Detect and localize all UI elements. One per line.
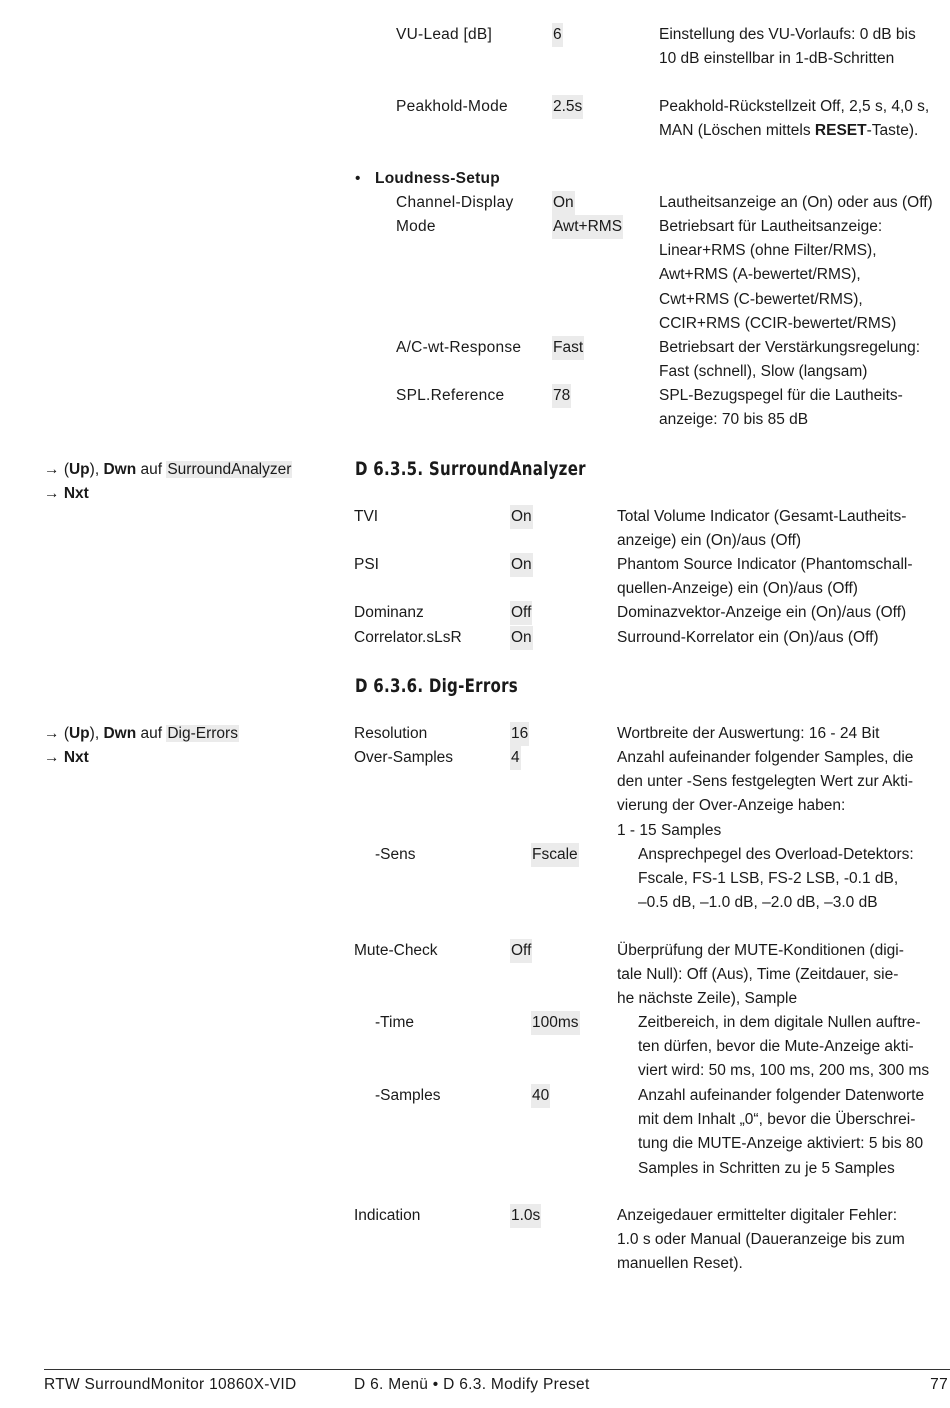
desc-line: Awt+RMS (A-bewertet/RMS), (659, 266, 861, 284)
setting-desc (617, 722, 880, 746)
desc-line: Betriebsart der Verstärkungsregelung: (659, 339, 921, 356)
arrow-icon: → (44, 725, 60, 742)
setting-desc (617, 505, 906, 553)
desc-line: Anzahl aufeinander folgender Samples, die (617, 749, 914, 766)
setting-label: SPL.Reference (396, 387, 505, 404)
desc-line: 1.0 s oder Manual (Daueranzeige bis zum (617, 1231, 905, 1249)
footer-divider (44, 1369, 950, 1370)
desc-line: 1 - 15 Samples (617, 821, 722, 839)
desc-line: Zeitbereich, in dem digitale Nullen auftre- (638, 1014, 921, 1031)
setting-value: 16 (510, 722, 529, 746)
desc-text: -Taste). (866, 122, 919, 140)
vu-lead-value: 6 (552, 23, 563, 47)
setting-label: Mode (396, 218, 436, 235)
desc-line: he nächste Zeile), Sample (617, 990, 798, 1008)
setting-value: On (552, 191, 575, 215)
desc-line: Einstellung des VU-Vorlaufs: 0 dB bis (659, 26, 916, 43)
loudness-setup-title: Loudness-Setup (375, 170, 500, 187)
nxt-key-label: Nxt (63, 485, 89, 502)
setting-label: Resolution (354, 725, 428, 742)
setting-value: Off (510, 601, 532, 625)
desc-line: Fscale, FS-1 LSB, FS-2 LSB, -0.1 dB, (638, 870, 899, 888)
setting-label: PSI (354, 556, 379, 573)
nav-paren: ( (63, 461, 69, 478)
arrow-icon: → (44, 749, 60, 766)
setting-label: TVI (354, 508, 379, 525)
desc-line: Peakhold-Rückstellzeit Off, 2,5 s, 4,0 s, (659, 98, 930, 115)
desc-line: quellen-Anzeige) ein (On)/aus (Off) (617, 580, 858, 598)
desc-line: –0.5 dB, –1.0 dB, –2.0 dB, –3.0 dB (638, 894, 878, 912)
section-heading-surroundanalyzer: D 6.3.5. SurroundAnalyzer (355, 458, 586, 480)
setting-desc (617, 601, 906, 625)
setting-value: Awt+RMS (552, 215, 623, 239)
desc-line: Betriebsart für Lautheitsanzeige: (659, 218, 883, 235)
setting-desc (659, 336, 920, 384)
desc-line: Phantom Source Indicator (Phantomschall- (617, 556, 913, 573)
page-number: 77 (930, 1376, 948, 1393)
up-key-label: Up (68, 461, 90, 478)
desc-line: manuellen Reset). (617, 1255, 743, 1273)
setting-desc (617, 746, 913, 843)
nav-text: auf (140, 725, 163, 742)
nav-paren: ( (63, 725, 69, 742)
digerrors-nav-path (44, 722, 239, 746)
digerrors-nav-next (44, 746, 89, 770)
bullet: • (355, 170, 361, 187)
setting-desc (638, 1084, 924, 1181)
setting-value: 4 (510, 746, 521, 770)
peakhold-value: 2.5s (552, 95, 583, 119)
footer-product-name: RTW SurroundMonitor 10860X-VID (44, 1376, 297, 1393)
peakhold-label: Peakhold-Mode (396, 98, 508, 115)
vu-lead-label: VU-Lead [dB] (396, 26, 493, 43)
setting-value: 40 (531, 1084, 550, 1108)
setting-value: On (510, 553, 533, 577)
setting-desc (617, 939, 904, 1012)
setting-label: -Samples (375, 1087, 441, 1104)
nav-paren: ), (89, 725, 100, 742)
desc-line: SPL-Bezugspegel für die Lautheits- (659, 387, 903, 404)
setting-label: Channel-Display (396, 194, 514, 211)
reset-key-label: RESET (814, 122, 867, 140)
setting-desc (638, 1011, 929, 1084)
nxt-key-label: Nxt (63, 749, 89, 766)
nav-paren: ), (89, 461, 100, 478)
desc-line: Wortbreite der Auswertung: 16 - 24 Bit (617, 725, 880, 742)
footer-chapter: D 6. Menü • D 6.3. Modify Preset (354, 1376, 590, 1393)
arrow-icon: → (44, 461, 60, 478)
desc-line: anzeige) ein (On)/aus (Off) (617, 532, 802, 550)
setting-desc (659, 191, 933, 215)
section-heading-dig-errors: D 6.3.6. Dig-Errors (355, 675, 519, 697)
setting-label: A/C-wt-Response (396, 339, 522, 356)
desc-line: ten dürfen, bevor die Mute-Anzeige akti- (638, 1038, 914, 1056)
surround-nav-path (44, 458, 292, 482)
desc-line: Lautheitsanzeige an (On) oder aus (Off) (659, 194, 933, 211)
setting-value: Fscale (531, 843, 579, 867)
nav-text: auf (140, 461, 163, 478)
setting-desc (638, 843, 914, 916)
setting-value: On (510, 505, 533, 529)
setting-desc (617, 553, 913, 601)
setting-label: -Time (375, 1014, 415, 1031)
desc-line (659, 119, 929, 143)
setting-value: 100ms (531, 1011, 580, 1035)
desc-text: MAN (Löschen mittels (659, 122, 815, 140)
up-key-label: Up (68, 725, 90, 742)
setting-desc (659, 215, 896, 336)
desc-line: CCIR+RMS (CCIR-bewertet/RMS) (659, 314, 897, 332)
desc-line: anzeige: 70 bis 85 dB (659, 411, 809, 429)
desc-line: Überprüfung der MUTE-Konditionen (digi- (617, 942, 904, 959)
desc-line: 10 dB einstellbar in 1-dB-Schritten (659, 50, 895, 68)
setting-label: Indication (354, 1207, 421, 1224)
setting-value: Fast (552, 336, 584, 360)
setting-desc (659, 384, 903, 432)
desc-line: Linear+RMS (ohne Filter/RMS), (659, 242, 877, 260)
setting-desc (617, 1204, 905, 1277)
setting-desc (617, 626, 879, 650)
desc-line: den unter -Sens festgelegten Wert zur Akti- (617, 773, 914, 791)
desc-line: vierung der Over-Anzeige haben: (617, 797, 846, 815)
desc-line: mit dem Inhalt „0“, bevor die Überschrei- (638, 1111, 916, 1129)
desc-line: tung die MUTE-Anzeige aktiviert: 5 bis 80 (638, 1135, 924, 1153)
setting-label: Dominanz (354, 604, 424, 621)
setting-value: On (510, 626, 533, 650)
setting-value: 1.0s (510, 1204, 541, 1228)
dwn-key-label: Dwn (103, 725, 137, 742)
desc-line: tale Null): Off (Aus), Time (Zeitdauer, sie- (617, 966, 899, 984)
nav-target: Dig-Errors (167, 725, 238, 742)
desc-line: Cwt+RMS (C-bewertet/RMS), (659, 290, 863, 308)
vu-lead-desc (659, 23, 916, 71)
setting-label: Over-Samples (354, 749, 454, 766)
desc-line: Surround-Korrelator ein (On)/aus (Off) (617, 629, 879, 646)
surround-nav-next (44, 482, 89, 506)
desc-line: viert wird: 50 ms, 100 ms, 200 ms, 300 ms (638, 1062, 930, 1080)
desc-line: Dominazvektor-Anzeige ein (On)/aus (Off) (617, 604, 907, 621)
setting-value: Off (510, 939, 532, 963)
setting-value: 78 (552, 384, 571, 408)
dwn-key-label: Dwn (103, 461, 137, 478)
desc-line: Samples in Schritten zu je 5 Samples (638, 1159, 895, 1177)
arrow-icon: → (44, 485, 60, 502)
nav-target: SurroundAnalyzer (167, 461, 292, 478)
setting-label: -Sens (375, 846, 416, 863)
setting-label: Correlator.sLsR (354, 629, 462, 646)
setting-label: Mute-Check (354, 942, 438, 959)
desc-line: Fast (schnell), Slow (langsam) (659, 363, 868, 381)
desc-line: Total Volume Indicator (Gesamt-Lautheits- (617, 508, 907, 525)
peakhold-desc (659, 95, 929, 143)
desc-line: Anzeigedauer ermittelter digitaler Fehler: (617, 1207, 897, 1224)
desc-line: Ansprechpegel des Overload-Detektors: (638, 846, 914, 863)
desc-line: Anzahl aufeinander folgender Datenworte (638, 1087, 925, 1104)
